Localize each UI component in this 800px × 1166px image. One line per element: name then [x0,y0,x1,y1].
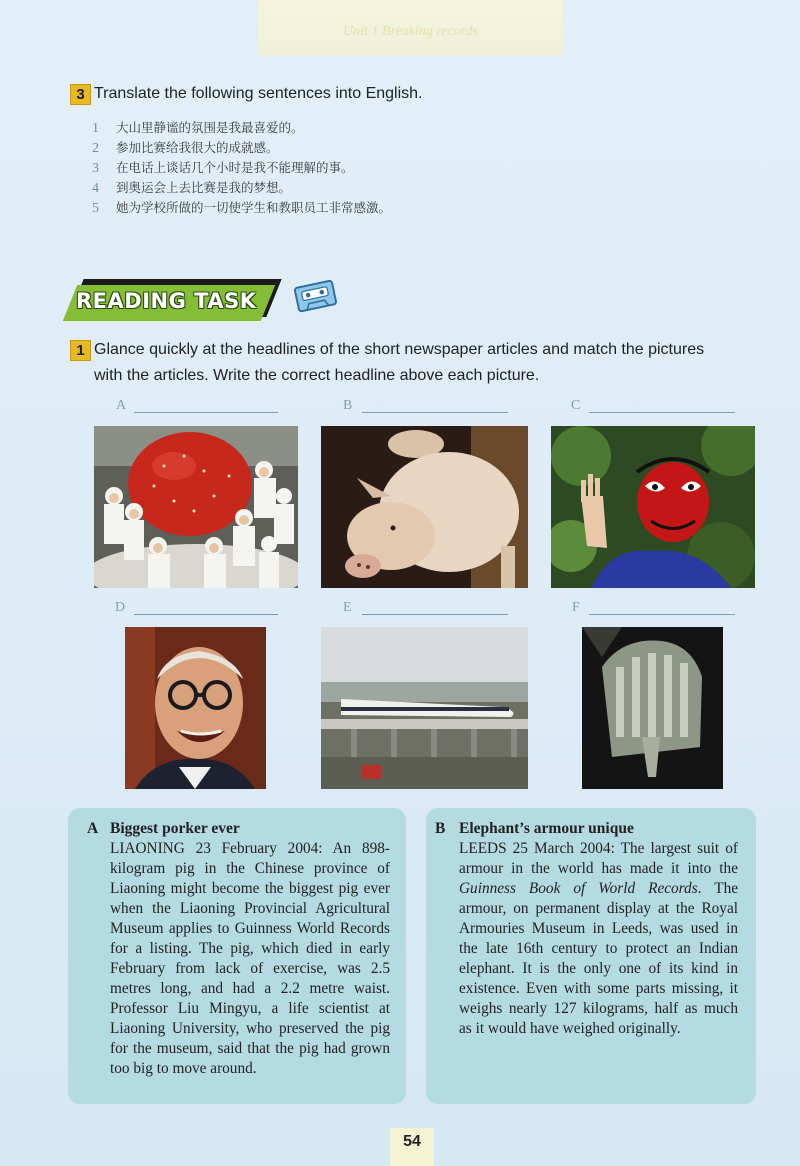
picture-label-b: B [343,398,353,413]
reading-task-banner [68,279,274,323]
article-b-body: LEEDS 25 March 2004: The largest suit of armour in the world has made it into the Guinness Book of World Records. The armour, on permanent display at the Royal Armouries Museum in Leeds, was used in the late 16th century to protect an Indian elephant. It is the only one of its kind in existence. Even with some parts missing, it weighs nearly 127 kilograms, half as much as it would have weighed originally. [459,840,739,1037]
answer-line-a[interactable] [134,412,278,413]
picture-b-pig [321,426,528,588]
picture-label-f: F [572,600,580,615]
article-a-headline: Biggest porker ever [110,820,240,837]
cassette-tape-icon [293,279,339,318]
article-b-letter: B [435,820,446,837]
picture-c-face-painted-performer [551,426,755,588]
answer-line-c[interactable] [589,412,735,413]
picture-label-d: D [115,600,126,615]
answer-line-f[interactable] [589,614,735,615]
exercise-1-number: 1 [70,340,91,361]
translation-sentence: 3 在电话上谈话几个小时是我不能理解的事。 [92,160,354,176]
reading-task-title: READING TASK [76,289,257,313]
picture-e-maglev-train [321,627,528,789]
answer-line-b[interactable] [362,412,508,413]
picture-a-strawberry [94,426,298,588]
answer-line-d[interactable] [134,614,278,615]
article-a-letter: A [87,820,99,837]
picture-label-c: C [571,398,581,413]
exercise-1-instruction-line-1: Glance quickly at the headlines of the short newspaper articles and match the pictures [94,341,705,358]
page-number: 54 [390,1128,434,1166]
exercise-3-number: 3 [70,84,91,105]
exercise-1-instruction-line-2: with the articles. Write the correct headline above each picture. [94,367,540,384]
picture-f-elephant-armour [582,627,723,789]
picture-label-a: A [116,398,127,413]
picture-label-e: E [343,600,352,615]
translation-sentence-list [92,118,391,218]
translation-sentence: 4 到奥运会上去比赛是我的梦想。 [92,180,292,196]
article-a-box [68,808,406,1104]
unit-title: Unit 1 Breaking records [343,24,478,39]
article-a-body: LIAONING 23 February 2004: An 898-kilogram pig in the Chinese province of Liaoning might become the biggest pig ever when the Liaoning Provincial Agricultural Museum applies to Guinness World Records for a listing. The pig, which died in early February from lack of exercise, was 2.5 metres long, and had a 2.2 metre waist. Professor Liu Mingyu, a life scientist at Liaoning University, who preserved the pig for the museum, said that the pig had grown too big to move around. [110,840,390,1077]
answer-line-e[interactable] [362,614,508,615]
translation-sentence: 1 大山里静谧的氛围是我最喜爱的。 [92,120,304,136]
translation-sentence: 2 参加比赛给我很大的成就感。 [92,140,279,156]
translation-sentence: 5 她为学校所做的一切使学生和教职员工非常感激。 [92,200,392,216]
article-b-headline: Elephant’s armour unique [459,820,634,837]
unit-header [258,0,563,56]
article-b-box [426,808,756,1104]
picture-d-elderly-man [125,627,266,789]
exercise-3-instruction: Translate the following sentences into English. [94,85,423,102]
